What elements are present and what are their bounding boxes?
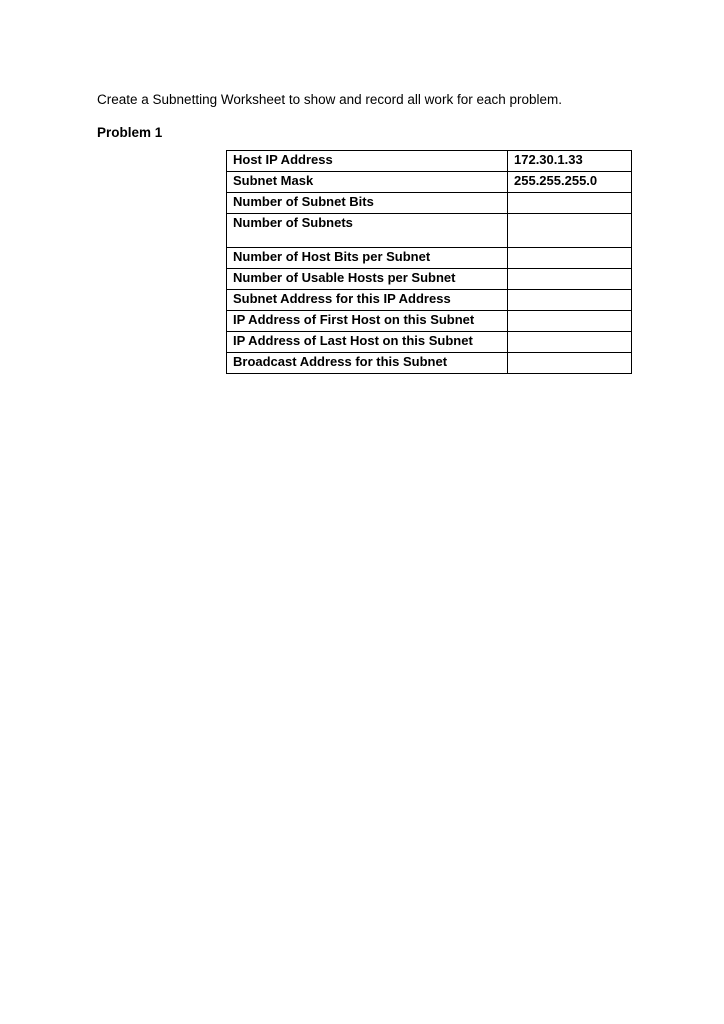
table-row xyxy=(227,193,632,214)
row-value: 172.30.1.33 xyxy=(508,151,632,172)
table-row xyxy=(227,269,632,290)
table-row xyxy=(227,214,632,248)
table-row xyxy=(227,353,632,374)
row-value: 255.255.255.0 xyxy=(508,172,632,193)
row-value xyxy=(508,353,632,374)
row-value xyxy=(508,214,632,248)
table-row xyxy=(227,172,632,193)
table-row xyxy=(227,290,632,311)
row-value xyxy=(508,248,632,269)
row-label: Broadcast Address for this Subnet xyxy=(227,353,508,374)
row-label: IP Address of First Host on this Subnet xyxy=(227,311,508,332)
subnetting-worksheet-table xyxy=(226,150,632,374)
table-row xyxy=(227,332,632,353)
table-row xyxy=(227,151,632,172)
row-label: Number of Host Bits per Subnet xyxy=(227,248,508,269)
row-label: Host IP Address xyxy=(227,151,508,172)
table-row xyxy=(227,311,632,332)
instructions-text: Create a Subnetting Worksheet to show and record all work for each problem. xyxy=(97,92,562,107)
row-label: Subnet Address for this IP Address xyxy=(227,290,508,311)
row-value xyxy=(508,269,632,290)
row-label: IP Address of Last Host on this Subnet xyxy=(227,332,508,353)
row-value xyxy=(508,311,632,332)
row-label: Number of Usable Hosts per Subnet xyxy=(227,269,508,290)
row-label: Number of Subnet Bits xyxy=(227,193,508,214)
problem-heading: Problem 1 xyxy=(97,125,163,140)
row-value xyxy=(508,193,632,214)
row-label: Subnet Mask xyxy=(227,172,508,193)
row-value xyxy=(508,290,632,311)
table-row xyxy=(227,248,632,269)
row-value xyxy=(508,332,632,353)
row-label: Number of Subnets xyxy=(227,214,508,248)
